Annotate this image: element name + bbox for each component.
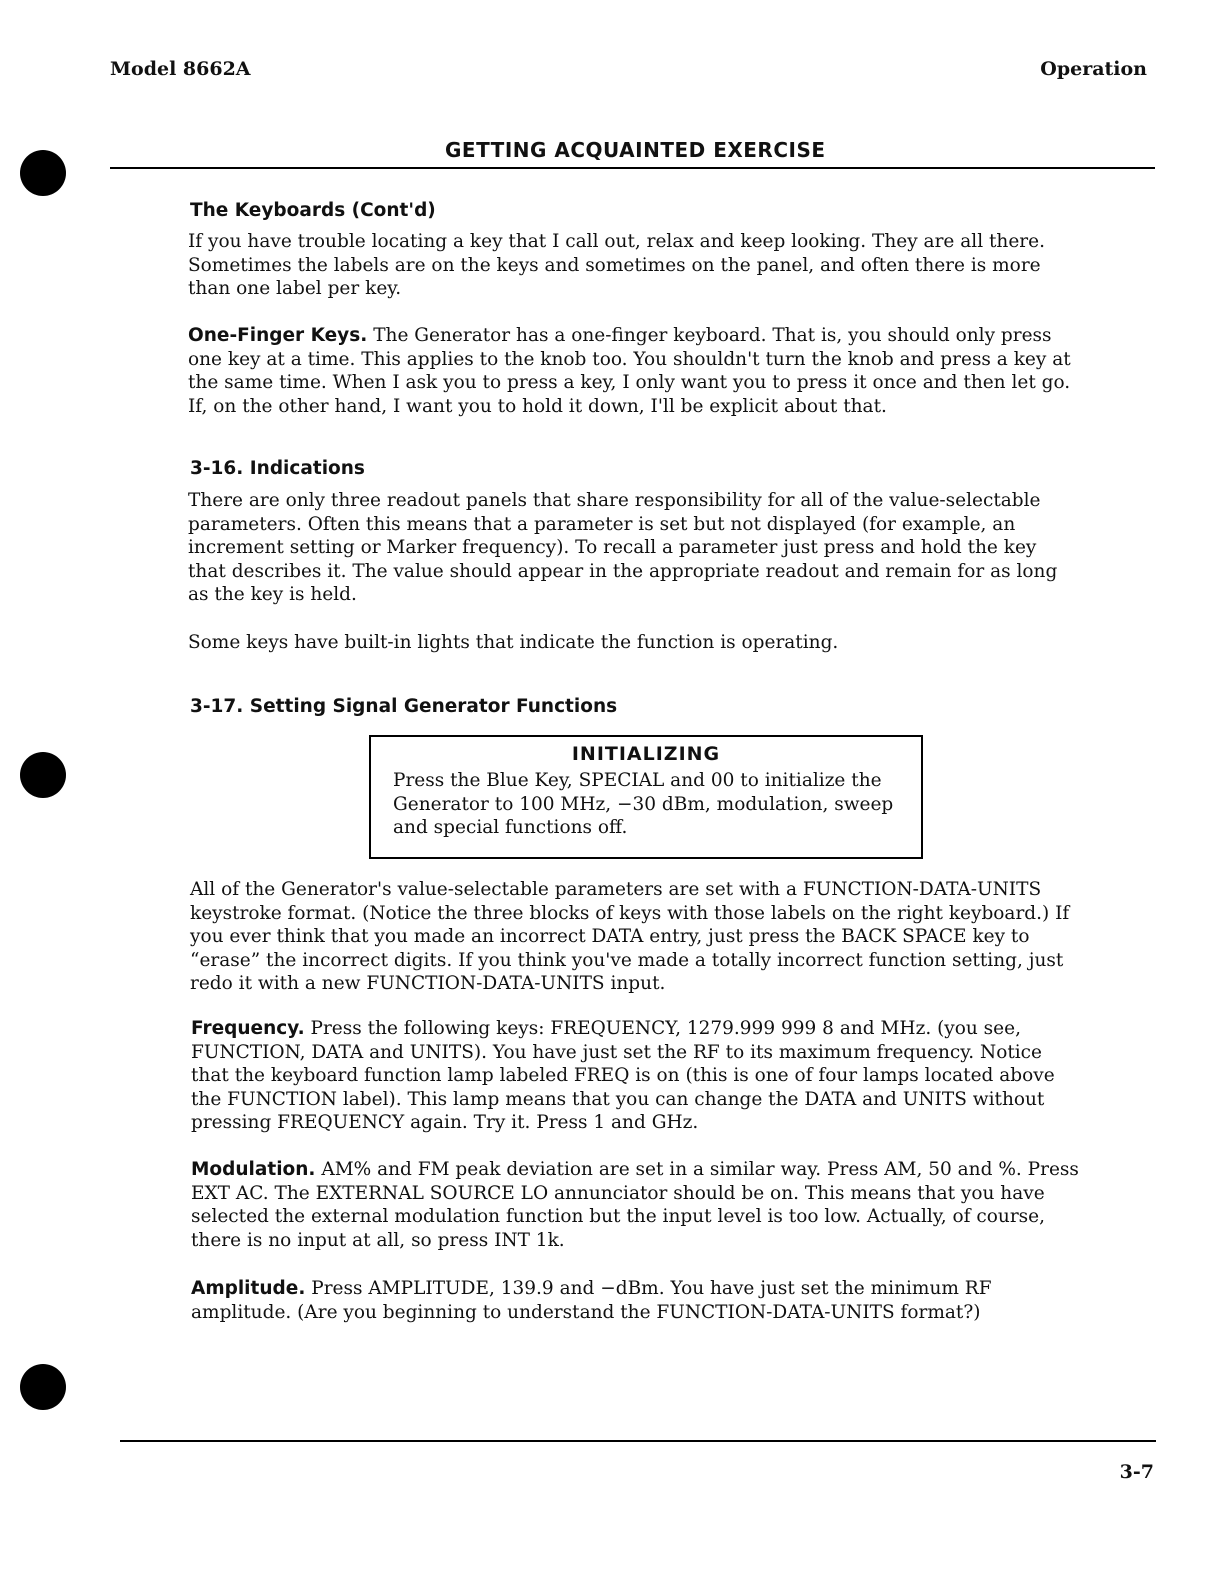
page-title: GETTING ACQUAINTED EXERCISE (445, 138, 826, 162)
indications-lights: Some keys have built-in lights that indicate the function is operating. (188, 632, 839, 653)
header-model: Model 8662A (110, 58, 251, 80)
keyboards-heading: The Keyboards (Cont'd) (190, 200, 436, 221)
modulation-paragraph (191, 1158, 1081, 1252)
indications-heading: 3-16. Indications (190, 458, 365, 479)
amplitude-text: Press AMPLITUDE, 139.9 and −dBm. You have just set the minimum RF amplitude. (Are you beginning to understand the FUNCTION-DATA-UNITS format?) (191, 1278, 992, 1323)
one-finger-paragraph (188, 324, 1078, 418)
page-number: 3-7 (1119, 1461, 1154, 1483)
one-finger-text: The Generator has a one-finger keyboard. That is, you should only press one key at a time. This applies to the knob too. You shouldn't turn the knob and press a key at the same time. When I ask you to press a key, I only want you to press it once and then let go. If, on the other hand, I want you to hold it down, I'll be explicit about that. (188, 325, 1071, 417)
modulation-lead: Modulation. (191, 1159, 316, 1180)
amplitude-lead: Amplitude. (191, 1278, 306, 1299)
title-rule (110, 167, 1155, 169)
one-finger-lead: One-Finger Keys. (188, 325, 368, 346)
initializing-title: INITIALIZING (571, 743, 721, 765)
modulation-text: AM% and FM peak deviation are set in a similar way. Press AM, 50 and %. Press EXT AC. The EXTERNAL SOURCE LO annunciator should be on. This means that you have selected the external modulation function but the input level is too low. Actually, of course, there is no input at all, so press INT 1k. (191, 1159, 1079, 1251)
punch-hole-middle (20, 752, 66, 798)
frequency-lead: Frequency. (191, 1018, 305, 1039)
frequency-text: Press the following keys: FREQUENCY, 1279.999 999 8 and MHz. (you see, FUNCTION, DATA and UNITS). You have just set the RF to its maximum frequency. Notice that the keyboard function lamp labeled FREQ is on (this is one of four lamps located above the FUNCTION label). This lamp means that you can change the DATA and UNITS without pressing FREQUENCY again. Try it. Press 1 and GHz. (191, 1018, 1055, 1133)
header-section: Operation (1040, 58, 1147, 80)
punch-hole-top (20, 150, 66, 196)
keyboards-paragraph: If you have trouble locating a key that I call out, relax and keep looking. They are all there. Sometimes the labels are on the keys and sometimes on the panel, and often there is more than one label per key. (188, 231, 1045, 299)
initializing-box (369, 735, 923, 859)
indications-paragraph: There are only three readout panels that share responsibility for all of the value-selectable parameters. Often this means that a parameter is set but not displayed (for example, an increment setting or Marker frequency). To recall a parameter just press and hold the key that describes it. The value should appear in the appropriate readout and remain for as long as the key is held. (188, 490, 1058, 605)
punch-hole-bottom (20, 1364, 66, 1410)
amplitude-paragraph (191, 1277, 1051, 1324)
setting-heading: 3-17. Setting Signal Generator Functions (190, 696, 618, 717)
footer-rule (120, 1440, 1156, 1442)
initializing-text: Press the Blue Key, SPECIAL and 00 to initialize the Generator to 100 MHz, −30 dBm, modulation, sweep and special functions off. (393, 770, 894, 838)
format-paragraph: All of the Generator's value-selectable parameters are set with a FUNCTION-DATA-UNITS keystroke format. (Notice the three blocks of keys with those labels on the right keyboard.) If you ever think that you made an incorrect DATA entry, just press the BACK SPACE key to “erase” the incorrect digits. If you think you've made a totally incorrect function setting, just redo it with a new FUNCTION-DATA-UNITS input. (190, 879, 1070, 994)
frequency-paragraph (191, 1017, 1081, 1135)
